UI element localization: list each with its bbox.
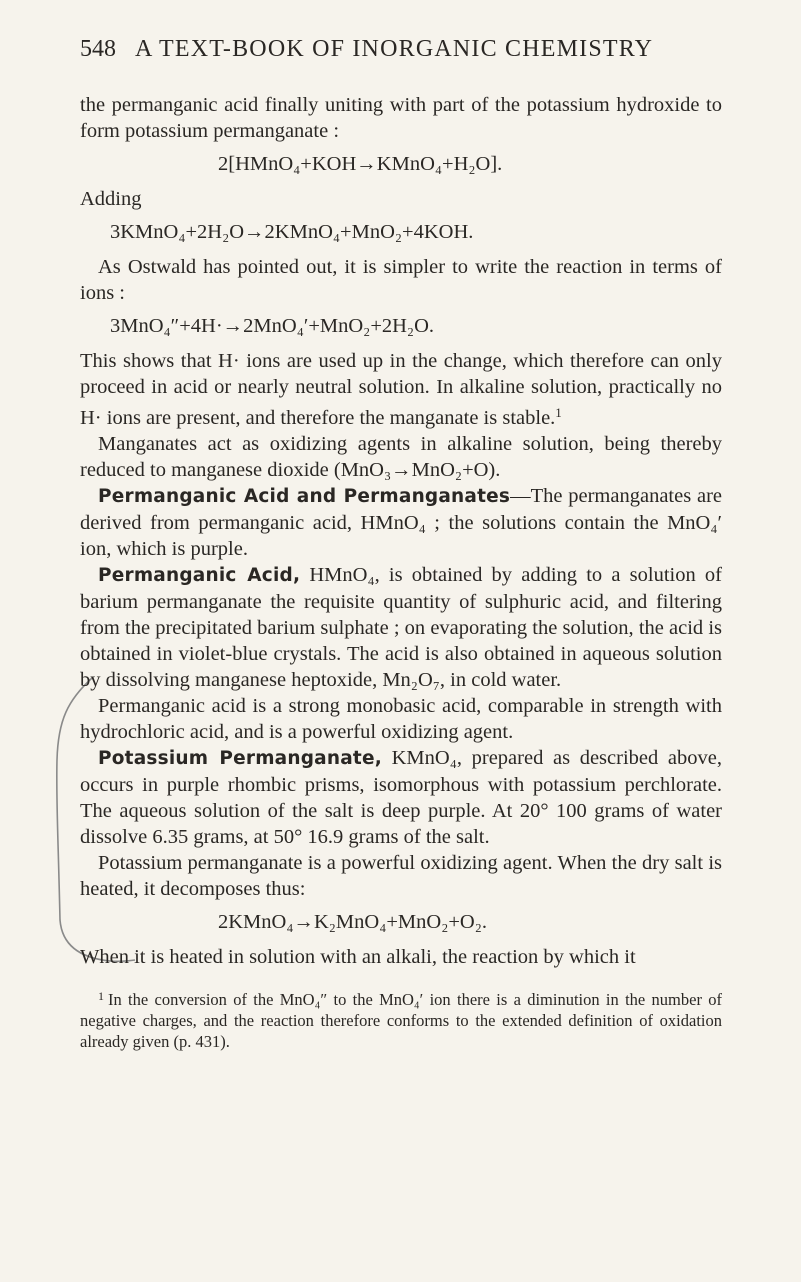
footnote-text: In the conversion of the MnO₄″ to the MnO₄′ ion there is a diminution in the number of negative charges, and the reaction therefore conforms to the extended definition of oxidation already given (p. 431). xyxy=(80,990,722,1051)
section-heading: Potassium Permanganate, xyxy=(98,748,382,769)
section-heading: Permanganic Acid and Permanganates xyxy=(98,486,511,507)
paragraph-text: This shows that H· ions are used up in the change, which therefore can only proceed in acid or nearly neutral solution. In alkaline solution, practically no H· ions are present, and therefore the manganate is stable. xyxy=(80,350,722,429)
paragraph: Permanganic acid is a strong monobasic acid, comparable in strength with hydrochloric acid, and is a powerful oxidizing agent. xyxy=(80,695,722,743)
equation: 2[HMnO₄+KOH→KMnO₄+H₂O]. xyxy=(218,153,503,175)
footnote-marker: 1 xyxy=(98,989,104,1003)
page xyxy=(80,36,722,1052)
paragraph: As Ostwald has pointed out, it is simpler to write the reaction in terms of ions : xyxy=(80,256,722,304)
equation: 2KMnO₄→K₂MnO₄+MnO₂+O₂. xyxy=(218,911,487,933)
paragraph xyxy=(80,348,722,431)
section-paragraph xyxy=(80,483,722,562)
section-heading: Permanganic Acid, xyxy=(98,565,301,586)
footnote-ref: 1 xyxy=(555,405,562,420)
section-paragraph xyxy=(80,745,722,850)
paragraph: Manganates act as oxidizing agents in alkaline solution, being thereby reduced to manganese dioxide (MnO₃→MnO₂+O). xyxy=(80,433,722,481)
paragraph-text: HMnO₄, is obtained by adding to a solution of barium permanganate the requisite quantity of sulphuric acid, and filtering from the precipitated barium sulphate ; on evaporating the solution, the acid is obtained in violet-blue crystals. The acid is also obtained in aqueous solution by dissolving manganese heptoxide, Mn₂O₇, in cold water. xyxy=(80,564,722,691)
paragraph-label: Adding xyxy=(80,188,142,210)
running-head: A TEXT-BOOK OF INORGANIC CHEMISTRY xyxy=(135,36,654,62)
paragraph: the permanganic acid finally uniting with part of the potassium hydroxide to form potassium permanganate : xyxy=(80,94,722,142)
paragraph-text: KMnO₄, prepared as described above, occurs in purple rhombic prisms, isomorphous with potassium perchlorate. The aqueous solution of the salt is deep purple. At 20° 100 grams of water dissolve 6.35 grams, at 50° 16.9 grams of the salt. xyxy=(80,747,722,848)
equation: 3KMnO₄+2H₂O→2KMnO₄+MnO₂+4KOH. xyxy=(110,221,474,243)
paragraph-text: —The permanganates are derived from permanganic acid, HMnO₄ ; the solutions contain the MnO₄′ ion, which is purple. xyxy=(80,485,722,560)
page-header xyxy=(80,36,722,76)
section-paragraph xyxy=(80,562,722,693)
footnote xyxy=(80,986,722,1052)
equation: 3MnO₄″+4H·→2MnO₄′+MnO₂+2H₂O. xyxy=(110,315,435,337)
paragraph: When it is heated in solution with an alkali, the reaction by which it xyxy=(80,946,636,968)
paragraph: Potassium permanganate is a powerful oxidizing agent. When the dry salt is heated, it decomposes thus: xyxy=(80,852,722,900)
page-number: 548 xyxy=(80,36,116,62)
